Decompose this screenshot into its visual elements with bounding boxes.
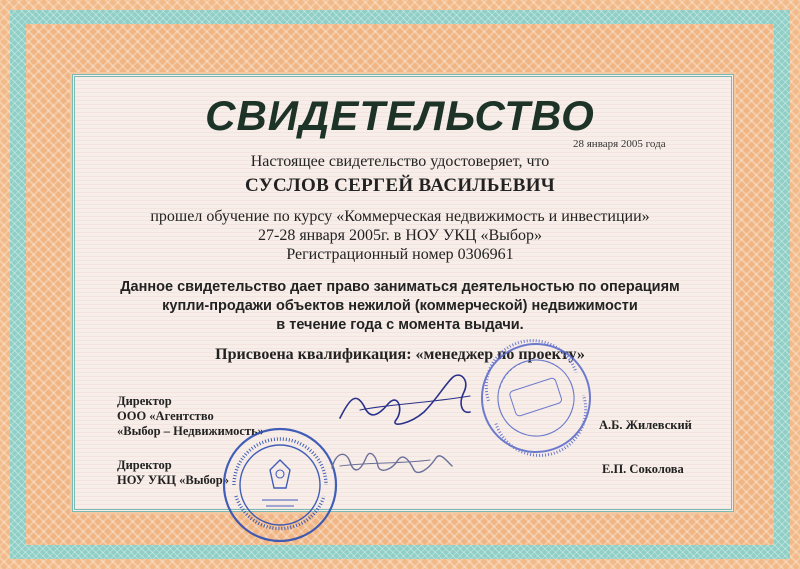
signatory-1-title-line: Директор xyxy=(117,394,172,408)
dates-line: 27-28 января 2005г. в НОУ УКЦ «Выбор» xyxy=(257,227,543,244)
intro-text: Настоящее свидетельство удостоверяет, что xyxy=(250,153,550,170)
signature-1 xyxy=(340,375,470,424)
signatory-1-title-line: «Выбор – Недвижимость» xyxy=(117,424,264,438)
issue-date: 28 января 2005 года xyxy=(573,138,666,150)
signatory-2-title-line: Директор xyxy=(117,458,172,472)
signature-2-flourish xyxy=(340,460,430,466)
qualification: Присвоена квалификация: «менеджер по проекту» xyxy=(215,346,585,363)
rights-line-1: Данное свидетельство дает право заниматься деятельностью по операциям xyxy=(120,279,680,295)
signatory-1-name: А.Б. Жилевский xyxy=(599,418,692,432)
signatory-2-name: Е.П. Соколова xyxy=(602,462,684,476)
training-centre-stamp xyxy=(224,429,336,541)
agency-stamp xyxy=(467,326,606,470)
certificate-title: СВИДЕТЕЛЬСТВО xyxy=(205,92,595,139)
rights-line-2: купли-продажи объектов нежилой (коммерческой) недвижимости xyxy=(162,298,638,314)
signature-1-flourish xyxy=(360,396,470,410)
signatory-1-title-line: ООО «Агентство xyxy=(117,409,214,423)
rights-line-3: в течение года с момента выдачи. xyxy=(276,317,524,333)
recipient-name: СУСЛОВ СЕРГЕЙ ВАСИЛЬЕВИЧ xyxy=(244,175,556,196)
signatory-2-title-line: НОУ УКЦ «Выбор» xyxy=(117,473,230,487)
registration-number: Регистрационный номер 0306961 xyxy=(286,246,514,263)
course-line: прошел обучение по курсу «Коммерческая недвижимость и инвестиции» xyxy=(150,208,650,225)
